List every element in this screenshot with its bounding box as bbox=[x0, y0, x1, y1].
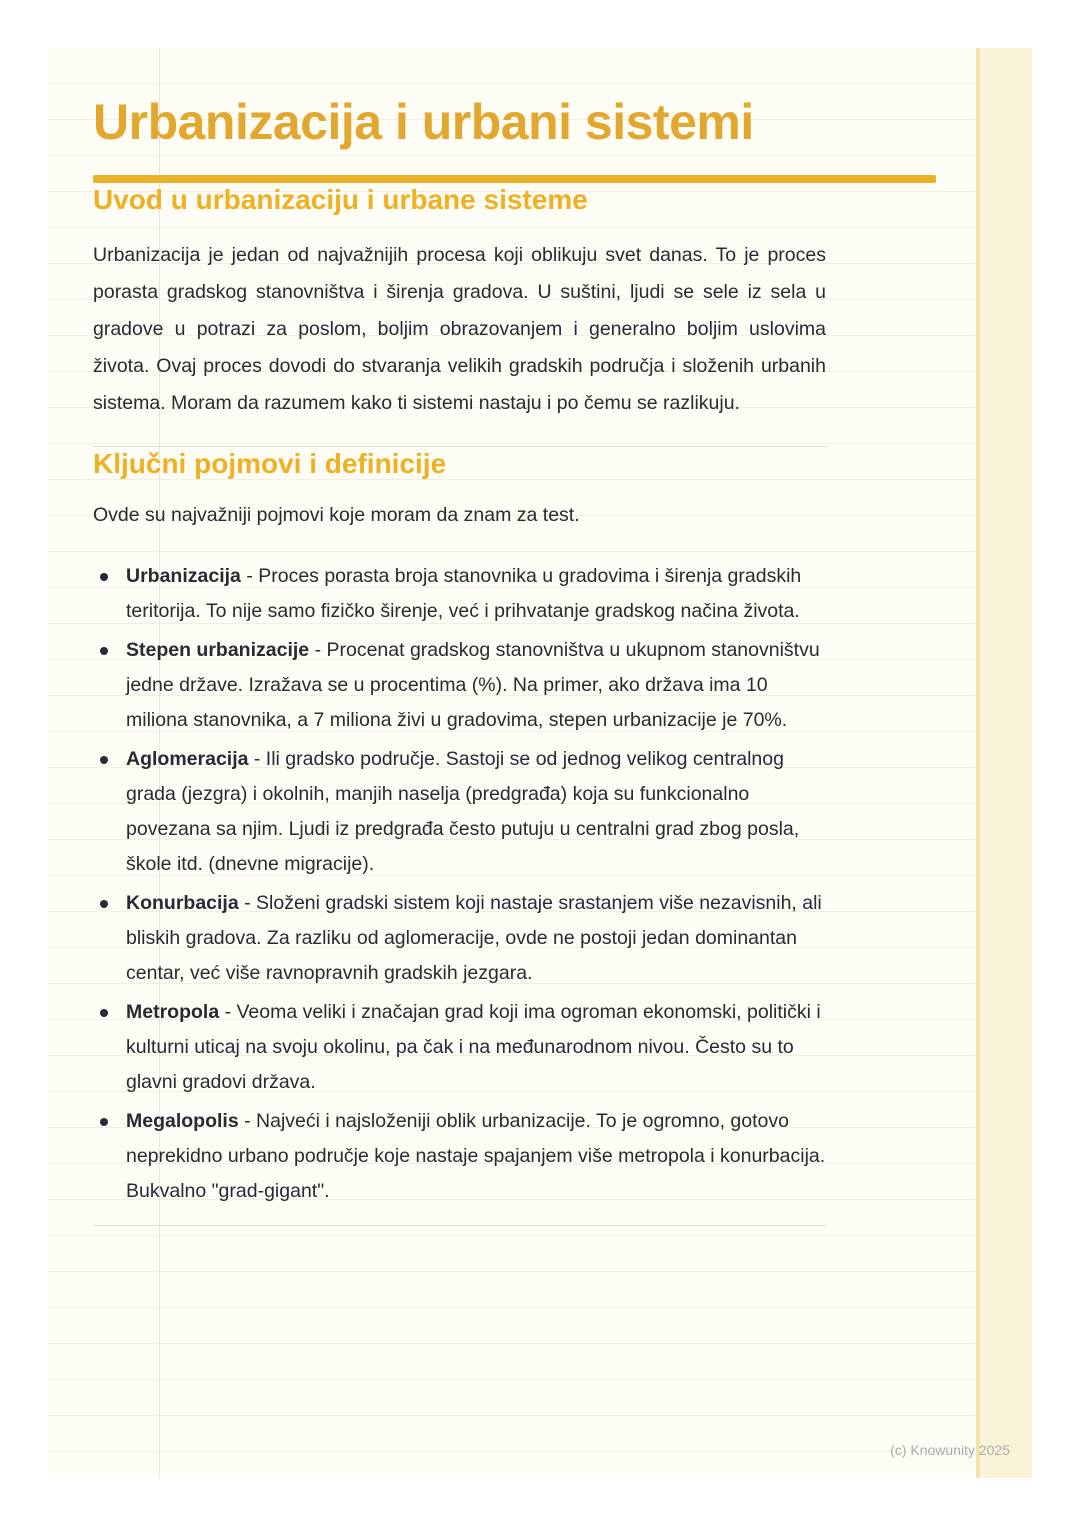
terms-lead-paragraph: Ovde su najvažniji pojmovi koje moram da znam za test. bbox=[93, 504, 580, 526]
bullet-icon bbox=[100, 756, 108, 764]
term-definition: - Ili gradsko područje. Sastoji se od jednog velikog centralnog grada (jezgra) i okolnih, manjih naselja (predgrađa) koja su funkcionalno povezana sa njim. Ljudi iz predgrađa često putuju u centralni grad zbog posla, škole itd. (dnevne migracije). bbox=[126, 748, 800, 875]
right-accent-band bbox=[976, 48, 1032, 1478]
term-name: Konurbacija bbox=[126, 892, 239, 914]
term-name: Megalopolis bbox=[126, 1110, 239, 1132]
term-definition: - Procenat gradskog stanovništva u ukupnom stanovništvu jedne države. Izražava se u procentima (%). Na primer, ako država ima 10 miliona stanovnika, a 7 miliona živi u gradovima, stepen urbanizacije je 70%. bbox=[126, 639, 820, 731]
list-item-megalopolis bbox=[93, 1104, 826, 1209]
bullet-icon bbox=[100, 647, 108, 655]
list-item-stepen-urbanizacije bbox=[93, 633, 826, 738]
term-definition: - Proces porasta broja stanovnika u gradovima i širenja gradskih teritorija. To nije samo fizičko širenje, već i prihvatanje gradskog načina života. bbox=[126, 565, 802, 622]
list-item-metropola bbox=[93, 995, 826, 1100]
term-name: Metropola bbox=[126, 1001, 220, 1023]
term-definition: - Veoma veliki i značajan grad koji ima ogroman ekonomski, politički i kulturni uticaj na svoju okolinu, pa čak i na međunarodnom nivou. Često su to glavni gradovi država. bbox=[126, 1001, 821, 1093]
note-page bbox=[48, 48, 1032, 1478]
term-definition: - Složeni gradski sistem koji nastaje srastanjem više nezavisnih, ali bliskih gradova. Za razliku od aglomeracije, ovde ne postoji jedan dominantan centar, već više ravnopravnih gradskih jezgara. bbox=[126, 892, 822, 984]
bullet-icon bbox=[100, 1009, 108, 1017]
bullet-icon bbox=[100, 573, 108, 581]
list-item-urbanizacija bbox=[93, 559, 826, 629]
term-name: Aglomeracija bbox=[126, 748, 249, 770]
section-heading-terms: Ključni pojmovi i definicije bbox=[93, 448, 447, 479]
bullet-icon bbox=[100, 1118, 108, 1126]
intro-paragraph: Urbanizacija je jedan od najvažnijih procesa koji oblikuju svet danas. To je proces porasta gradskog stanovništva i širenja gradova. U suštini, ljudi se sele iz sela u gradove u potrazi za poslom, boljim obrazovanjem i generalno boljim uslovima života. Ovaj proces dovodi do stvaranja velikih gradskih područja i složenih urbanih sistema. Moram da razumem kako ti sistemi nastaju i po čemu se razlikuju. bbox=[93, 244, 826, 414]
term-definition: - Najveći i najsloženiji oblik urbanizacije. To je ogromno, gotovo neprekidno urbano područje koje nastaje spajanjem više metropola i konurbacija. Bukvalno "grad-gigant". bbox=[126, 1110, 826, 1202]
list-item-aglomeracija bbox=[93, 742, 826, 882]
title-underline-rule bbox=[93, 175, 936, 183]
term-name: Stepen urbanizacije bbox=[126, 639, 310, 661]
page-title: Urbanizacija i urbani sistemi bbox=[93, 94, 754, 150]
note-content bbox=[93, 94, 826, 1226]
terms-list bbox=[93, 559, 826, 1209]
section-heading-intro: Uvod u urbanizaciju i urbane sisteme bbox=[93, 184, 588, 215]
list-item-konurbacija bbox=[93, 886, 826, 991]
copyright-footer: (c) Knowunity 2025 bbox=[890, 1442, 1010, 1458]
term-name: Urbanizacija bbox=[126, 565, 241, 587]
bottom-divider bbox=[93, 1225, 826, 1226]
bullet-icon bbox=[100, 900, 108, 908]
